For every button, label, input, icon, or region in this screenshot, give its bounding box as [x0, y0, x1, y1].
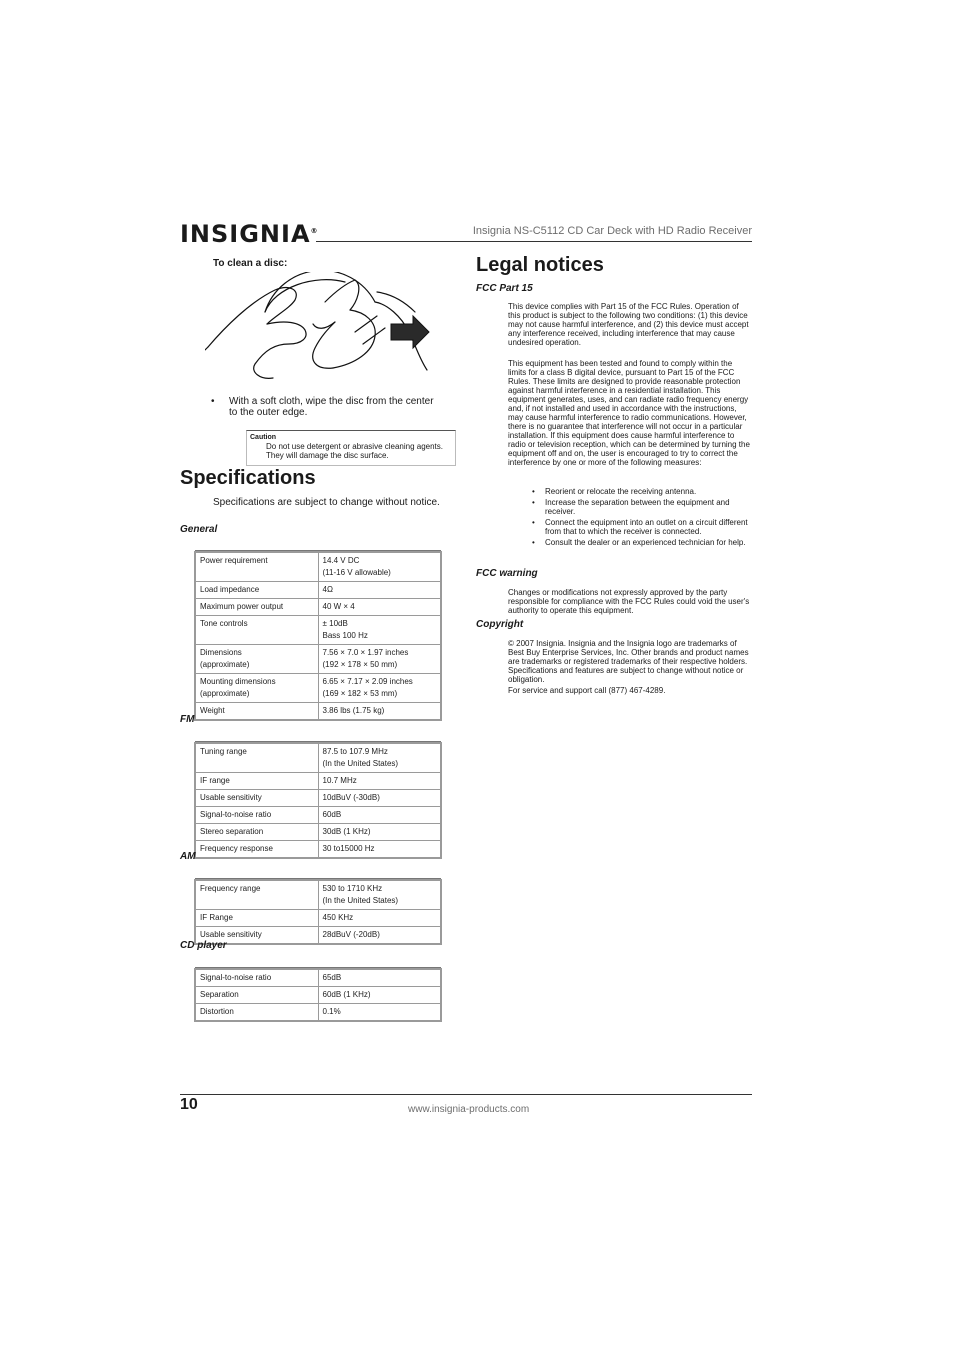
table-row [196, 773, 441, 790]
spec-table-fm [195, 741, 441, 858]
spec-value-cell: 40 W × 4 [318, 599, 441, 616]
spec-label-cell: Distortion [196, 1004, 319, 1021]
spec-value-cell: 3.86 lbs (1.75 kg) [318, 703, 441, 720]
spec-section-title: General [180, 524, 218, 535]
spec-label-cell: Usable sensitivity [196, 790, 319, 807]
spec-label-cell: IF Range [196, 910, 319, 927]
table-row [196, 987, 441, 1004]
legal-notices-heading: Legal notices [476, 254, 604, 276]
spec-label-cell: Frequency range [196, 881, 319, 910]
footer-url: www.insignia-products.com [408, 1104, 530, 1115]
caution-text: Do not use detergent or abrasive cleaning agents. They will damage the disc surface. [266, 442, 444, 460]
table-row [196, 553, 441, 582]
table-row [196, 645, 441, 674]
bullet-glyph: • [211, 396, 215, 407]
table-row [196, 674, 441, 703]
fcc-warning-heading: FCC warning [476, 568, 538, 579]
spec-value-cell: 30 to15000 Hz [318, 841, 441, 858]
fcc-part15-heading: FCC Part 15 [476, 283, 533, 294]
spec-value-cell: 28dBuV (-20dB) [318, 927, 441, 944]
spec-value-cell: 450 KHz [318, 910, 441, 927]
clean-disc-label: To clean a disc: [213, 258, 288, 269]
spec-section-title: CD player [180, 940, 227, 951]
table-row [196, 927, 441, 944]
table-row [196, 841, 441, 858]
spec-label-cell: Tone controls [196, 616, 319, 645]
spec-label-cell: Power requirement [196, 553, 319, 582]
logo-text: INSIGNIA [180, 220, 311, 248]
table-row [196, 807, 441, 824]
table-row [196, 824, 441, 841]
clean-instruction-text: With a soft cloth, wipe the disc from the center to the outer edge. [229, 396, 434, 418]
list-item: • Increase the separation between the equipment and receiver. [532, 498, 730, 516]
caution-note [246, 430, 456, 466]
table-row [196, 616, 441, 645]
spec-table-general [195, 550, 441, 720]
spec-value-cell: 10dBuV (-30dB) [318, 790, 441, 807]
specifications-heading: Specifications [180, 467, 316, 489]
spec-label-cell: IF range [196, 773, 319, 790]
interference-measures-list [532, 487, 752, 549]
spec-label-cell: Frequency response [196, 841, 319, 858]
specifications-intro: Specifications are subject to change without notice. [213, 497, 440, 508]
header-rule [316, 241, 752, 242]
table-row [196, 582, 441, 599]
spec-value-cell: 60dB [318, 807, 441, 824]
spec-value-cell: 530 to 1710 KHz (In the United States) [318, 881, 441, 910]
spec-value-cell: 7.56 × 7.0 × 1.97 inches (192 × 178 × 50 mm) [318, 645, 441, 674]
insignia-logo [180, 214, 319, 254]
spec-table-am [195, 878, 441, 944]
spec-value-cell: 87.5 to 107.9 MHz (In the United States) [318, 744, 441, 773]
spec-value-cell: 10.7 MHz [318, 773, 441, 790]
spec-label-cell: Stereo separation [196, 824, 319, 841]
spec-section-title: AM [180, 851, 196, 862]
table-row [196, 703, 441, 720]
spec-label-cell: Weight [196, 703, 319, 720]
spec-label-cell: Dimensions (approximate) [196, 645, 319, 674]
document-title: Insignia NS-C5112 CD Car Deck with HD Radio Receiver [472, 225, 752, 237]
table-row [196, 1004, 441, 1021]
spec-label-cell: Signal-to-noise ratio [196, 807, 319, 824]
table-row [196, 790, 441, 807]
table-row [196, 599, 441, 616]
arrow-right-icon [391, 316, 429, 348]
spec-value-cell: 65dB [318, 970, 441, 987]
page-number: 10 [180, 1096, 198, 1113]
fcc-part15-paragraph-1: This device complies with Part 15 of the FCC Rules. Operation of this product is subject to the following two conditions: (1) this device may not cause harmful interference, and (2) this device must accept any interference received, including interference that may cause undesired operation. [508, 302, 749, 347]
spec-table-cd-player [195, 967, 441, 1021]
spec-value-cell: 0.1% [318, 1004, 441, 1021]
spec-label-cell: Usable sensitivity [196, 927, 319, 944]
fcc-warning-paragraph: Changes or modifications not expressly approved by the party responsible for compliance with the FCC Rules could void the user's authority to operate this equipment. [508, 588, 750, 615]
spec-label-cell: Maximum power output [196, 599, 319, 616]
copyright-paragraph: © 2007 Insignia. Insignia and the Insignia logo are trademarks of Best Buy Enterprise Services, Inc. Other brands and product names are trademarks or registered trademarks of their respective holders. Specifications and features are subject to change without notice or obligation. [508, 639, 749, 684]
spec-label-cell: Load impedance [196, 582, 319, 599]
caution-title: Caution [250, 434, 277, 441]
table-row [196, 970, 441, 987]
spec-value-cell: 4Ω [318, 582, 441, 599]
spec-label-cell: Separation [196, 987, 319, 1004]
disc-cleaning-illustration [205, 272, 435, 384]
spec-label-cell: Mounting dimensions (approximate) [196, 674, 319, 703]
table-row [196, 910, 441, 927]
spec-section-title: FM [180, 714, 195, 725]
table-row [196, 744, 441, 773]
footer-rule [180, 1094, 752, 1095]
list-item: • Reorient or relocate the receiving antenna. [532, 487, 697, 496]
spec-value-cell: ± 10dB Bass 100 Hz [318, 616, 441, 645]
logo-registered-mark: ® [310, 227, 319, 235]
spec-value-cell: 30dB (1 KHz) [318, 824, 441, 841]
list-item: • Consult the dealer or an experienced technician for help. [532, 538, 746, 547]
support-phone-text: For service and support call (877) 467-4289. [508, 686, 666, 695]
spec-value-cell: 6.65 × 7.17 × 2.09 inches (169 × 182 × 53 mm) [318, 674, 441, 703]
spec-label-cell: Tuning range [196, 744, 319, 773]
fcc-part15-paragraph-2: This equipment has been tested and found to comply within the limits for a class B digital device, pursuant to Part 15 of the FCC Rules. These limits are designed to provide reasonable protection against harmful interference in a residential installation. This equipment generates, uses, and can radiate radio frequency energy and, if not installed and used in accordance with the instructions, may cause harmful interference to radio communications. However, there is no guarantee that interference will not occur in a particular installation. If this equipment does cause harmful interference to radio or television reception, which can be determined by turning the equipment off and on, the user is encouraged to try to correct the interference by one or more of the following measures: [508, 359, 750, 467]
spec-value-cell: 60dB (1 KHz) [318, 987, 441, 1004]
spec-value-cell: 14.4 V DC (11-16 V allowable) [318, 553, 441, 582]
spec-label-cell: Signal-to-noise ratio [196, 970, 319, 987]
table-row [196, 881, 441, 910]
copyright-heading: Copyright [476, 619, 524, 630]
list-item: • Connect the equipment into an outlet on a circuit different from that to which the receiver is connected. [532, 518, 748, 536]
